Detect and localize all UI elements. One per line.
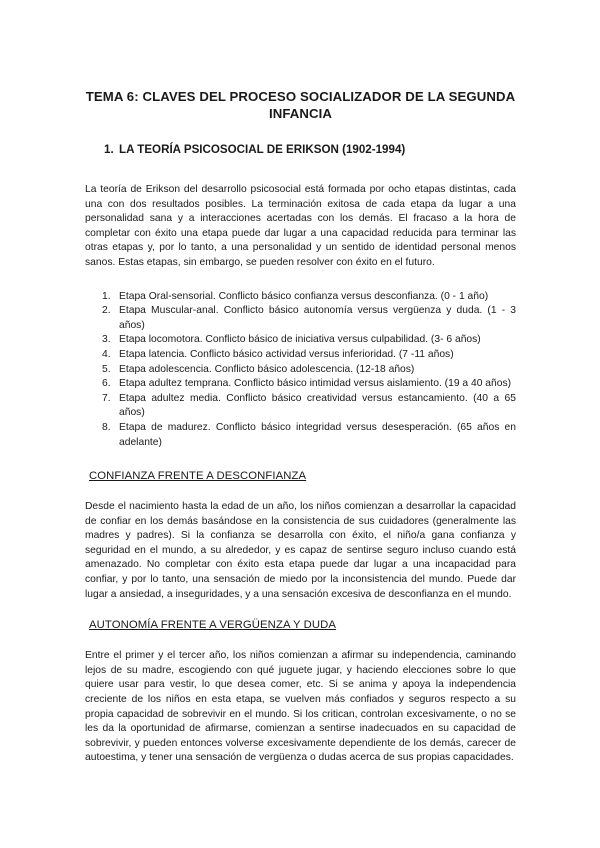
list-item: [85, 392, 516, 421]
intro-paragraph: La teoría de Erikson del desarrollo psicosocial está formada por ocho etapas distintas, cada una con dos resultados posibles. La terminación exitosa de cada etapa da lugar a una personalidad sana y a interacciones acertadas con los demás. El fracaso a la hora de completar con éxito una etapa puede dar lugar a una capacidad reducida para terminar las otras etapas y, por lo tanto, a una personalidad y un sentido de identidad personal menos sanos. Estas etapas, sin embargo, se pueden resolver con éxito en el futuro.: [85, 184, 516, 268]
autonomia-paragraph: Entre el primer y el tercer año, los niños comienzan a afirmar su independencia, caminando lejos de su madre, escogiendo con qué juguete jugar, y haciendo elecciones sobre lo que quiere usar para vestir, lo que desea comer, etc. Si se anima y apoya la independencia creciente de los niños en esta etapa, se vuelven más confiados y seguros respecto a su propia capacidad de sobrevivir en el mundo. Si los critican, controlan excesivamente, o no se les da la oportunidad de afirmarse, comienzan a sentirse inadecuados en su capacidad de sobrevivir, y pueden entonces volverse excesivamente dependiente de los demás, carecer de autoestima, y tener una sensación de vergüenza o dudas acerca de sus propias capacidades.: [85, 650, 516, 764]
list-item-text: Etapa latencia. Conflicto básico actividad versus inferioridad. (7 -11 años): [119, 348, 454, 360]
subheading-autonomia: AUTONOMÍA FRENTE A VERGÜENZA Y DUDA: [89, 619, 337, 632]
list-item-text: Etapa de madurez. Conflicto básico integridad versus desesperación. (65 años en adelante): [119, 421, 516, 448]
document-title: TEMA 6: CLAVES DEL PROCESO SOCIALIZADOR DE LA SEGUNDA INFANCIA: [85, 89, 516, 121]
list-item-number: 6.: [102, 378, 111, 390]
section-confianza: [85, 469, 516, 602]
list-item-number: 5.: [102, 363, 111, 375]
section-number: 1.: [104, 143, 114, 156]
subheading-confianza: CONFIANZA FRENTE A DESCONFIANZA: [89, 470, 307, 483]
list-item-text: Etapa locomotora. Conflicto básico de iniciativa versus culpabilidad. (3- 6 años): [119, 334, 481, 346]
list-item-text: Etapa adultez media. Conflicto básico creatividad versus estancamiento. (40 a 65 años): [119, 392, 516, 419]
list-item: [85, 421, 516, 450]
list-item-number: 8.: [102, 421, 111, 433]
list-item: [85, 290, 516, 305]
section-heading-text: LA TEORÍA PSICOSOCIAL DE ERIKSON (1902-1994): [119, 143, 406, 156]
list-item-text: Etapa Muscular-anal. Conflicto básico autonomía versus vergüenza y duda. (1 - 3 años): [119, 305, 516, 331]
confianza-paragraph: Desde el nacimiento hasta la edad de un año, los niños comienzan a desarrollar la capacidad de confiar en los demás basándose en la consistencia de sus cuidadores (generalmente las madres y padres). Si la confianza se desarrolla con éxito, el niño/a gana confianza y seguridad en el mundo, a su alrededor, y es capaz de sentirse seguro incluso cuando está amenazado. No completar con éxito esta etapa puede dar lugar a una incapacidad para confiar, y por lo tanto, una sensación de miedo por la inconsistencia del mundo. Puede dar lugar a ansiedad, a inseguridades, y a una sensación excesiva de desconfianza en el mundo.: [85, 501, 516, 600]
section-autonomia: [85, 618, 516, 766]
list-item: [85, 377, 516, 392]
list-item-number: 1.: [102, 290, 111, 302]
list-item: [85, 304, 516, 333]
list-item-number: 7.: [102, 392, 111, 404]
list-item-number: 2.: [102, 305, 111, 317]
list-item-text: Etapa Oral-sensorial. Conflicto básico confianza versus desconfianza. (0 - 1 año): [119, 290, 489, 302]
document-page: [85, 88, 516, 782]
list-item-text: Etapa adolescencia. Conflicto básico adolescencia. (12-18 años): [119, 363, 415, 375]
list-item-text: Etapa adultez temprana. Conflicto básico intimidad versus aislamiento. (19 a 40 años): [119, 378, 512, 390]
list-item: [85, 333, 516, 348]
section-heading-erikson: [104, 143, 516, 157]
stages-list: [85, 290, 516, 451]
list-item-number: 4.: [102, 348, 111, 360]
list-item-number: 3.: [102, 334, 111, 346]
list-item: [85, 348, 516, 363]
list-item: [85, 363, 516, 378]
